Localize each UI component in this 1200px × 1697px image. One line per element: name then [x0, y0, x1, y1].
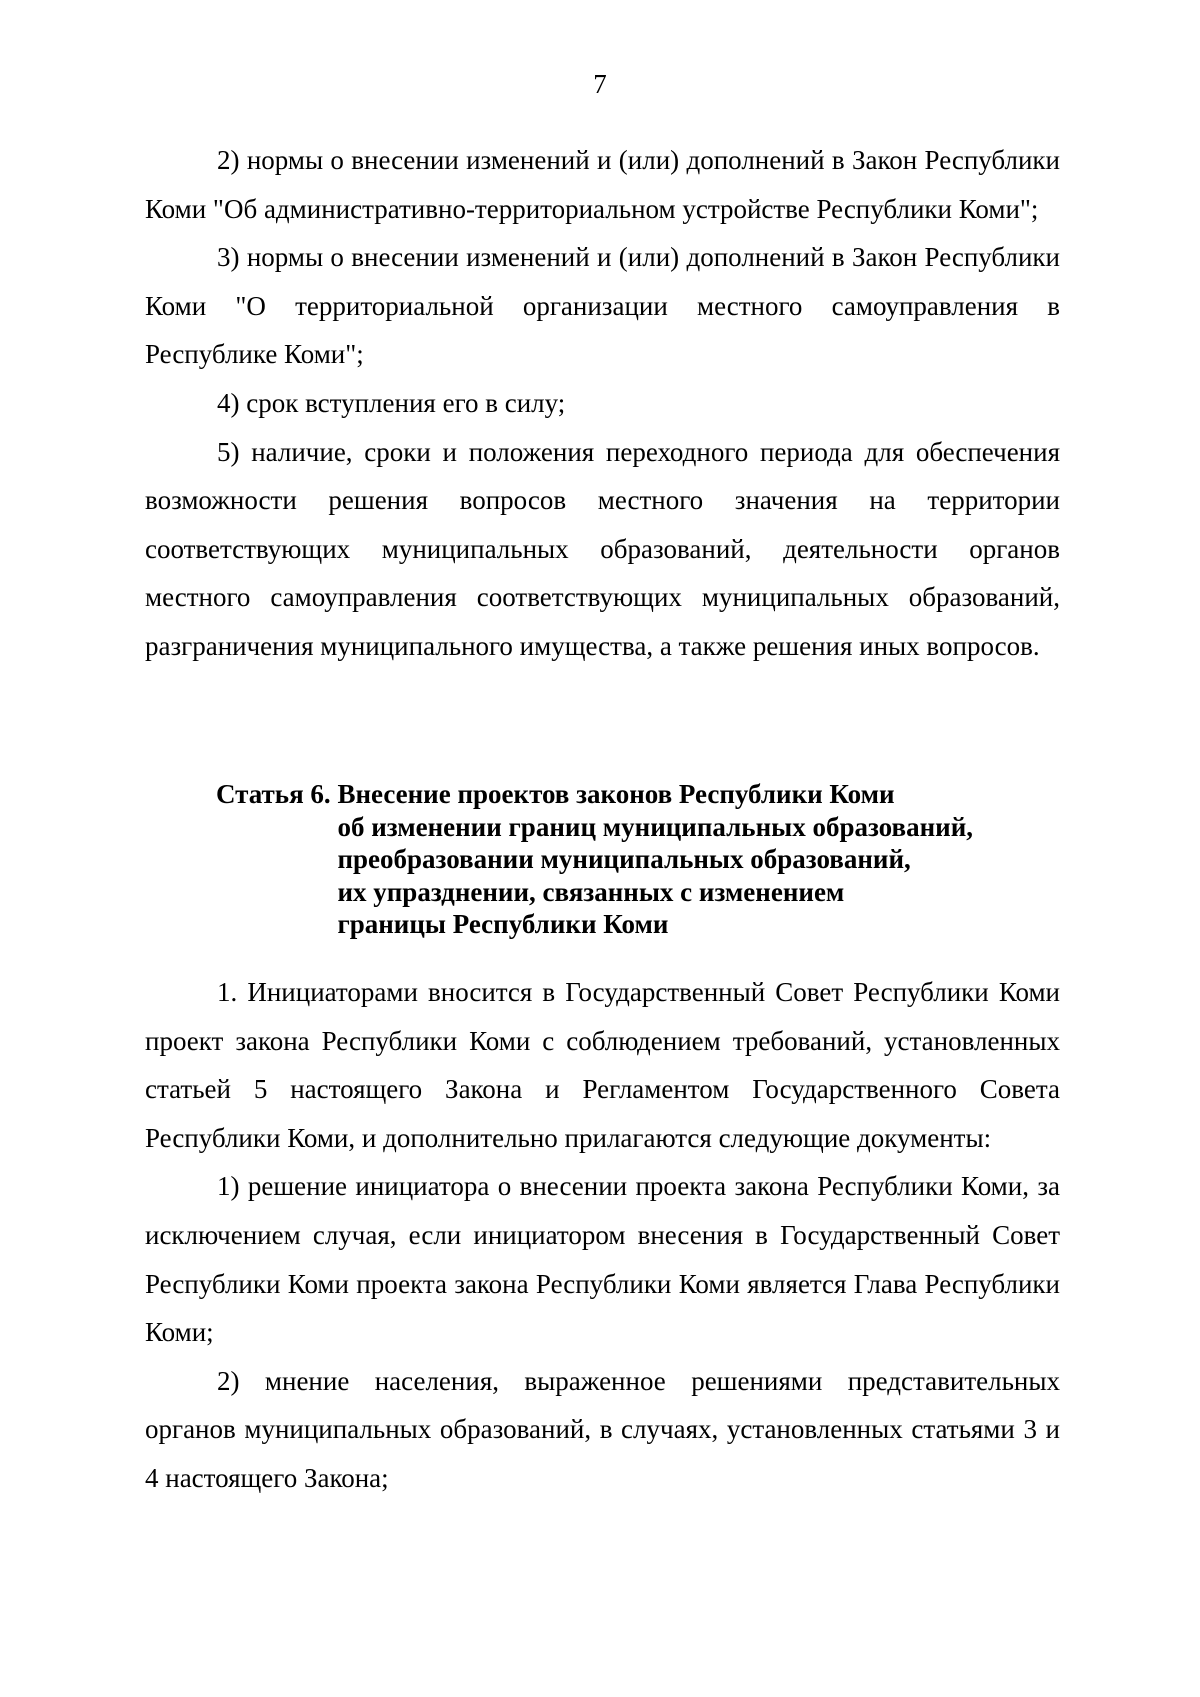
page-number: 7 — [593, 69, 607, 99]
list-item: 2) нормы о внесении изменений и (или) дополнений в Закон Республики Коми "Об административно-территориальном устройстве Республики Коми"; — [145, 145, 1060, 224]
article-title-line: Внесение проектов законов Республики Коми — [337, 779, 895, 809]
article-heading — [216, 778, 1060, 941]
list-item: 5) наличие, сроки и положения переходного периода для обеспечения возможности решения вопросов местного значения на территории соответствующих муниципальных образований, деятельности органов местного самоуправления соответствующих муниципальных образований, разграничения муниципального имущества, а также решения иных вопросов. — [145, 436, 1060, 661]
requirements-list — [145, 136, 1060, 671]
article-title-line: границы Республики Коми — [337, 909, 669, 939]
paragraph: 1. Инициаторами вносится в Государственный Совет Республики Коми проект закона Республики Коми с соблюдением требований, установленных статьей 5 настоящего Закона и Регламентом Государственного Совета Республики Коми, и дополнительно прилагаются следующие документы: — [145, 977, 1060, 1153]
article-title-line: их упразднении, связанных с изменением — [337, 876, 845, 907]
article-title — [337, 778, 973, 941]
list-item: 1) решение инициатора о внесении проекта закона Республики Коми, за исключением случая, если инициатором внесения в Государственный Совет Республики Коми проекта закона Республики Коми является Глава Республики Коми; — [145, 1171, 1060, 1348]
list-item: 2) мнение населения, выраженное решениями представительных органов муниципальных образований, в случаях, установленных статьями 3 и 4 настоящего Закона; — [145, 1365, 1060, 1493]
article-title-line: об изменении границ муниципальных образований, — [337, 811, 974, 842]
article-label: Статья 6. — [216, 779, 338, 809]
article-title-line: преобразовании муниципальных образований, — [337, 844, 911, 874]
list-item: 3) нормы о внесении изменений и (или) дополнений в Закон Республики Коми "О территориальной организации местного самоуправления в Республике Коми"; — [145, 242, 1060, 370]
list-item: 4) срок вступления его в силу; — [217, 387, 566, 418]
article-body — [145, 968, 1060, 1503]
